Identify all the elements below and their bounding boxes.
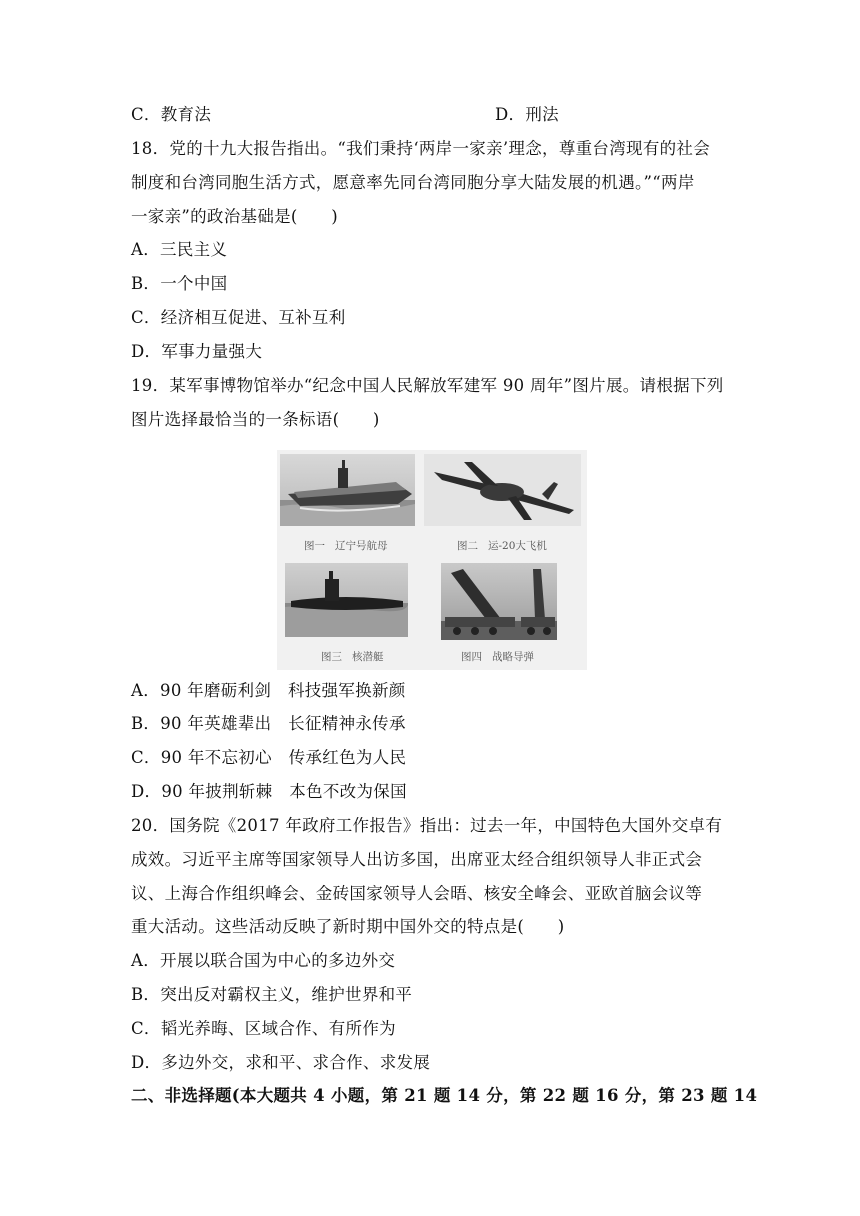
figure-4-caption: 图四 战略导弹 <box>461 651 534 663</box>
question-19-line-1: 19．某军事博物馆举办“纪念中国人民解放军建军 90 周年”图片展。请根据下列 <box>131 376 724 395</box>
aircraft-carrier-photo <box>280 454 415 526</box>
q18-option-c: C．经济相互促进、互补互利 <box>131 308 346 327</box>
q19-option-b: B．90 年英雄辈出 长征精神永传承 <box>131 714 406 733</box>
question-18-line-2: 制度和台湾同胞生活方式，愿意率先同台湾同胞分享大陆发展的机遇。”“两岸 <box>131 173 695 192</box>
transport-plane-photo <box>424 454 581 526</box>
nuclear-submarine-photo <box>285 563 408 637</box>
q19-option-a: A．90 年磨砺利剑 科技强军换新颜 <box>131 681 406 700</box>
q19-option-c: C．90 年不忘初心 传承红色为人民 <box>131 748 407 767</box>
strategic-missile-photo <box>441 563 557 640</box>
q19-option-d: D．90 年披荆斩棘 本色不改为保国 <box>131 782 407 801</box>
question-18-line-3: 一家亲”的政治基础是( ) <box>131 207 339 226</box>
figure-1-caption: 图一 辽宁号航母 <box>304 540 388 552</box>
option-d-criminal-law: D．刑法 <box>495 105 559 124</box>
question-19-line-2: 图片选择最恰当的一条标语( ) <box>131 410 380 429</box>
question-20-line-4: 重大活动。这些活动反映了新时期中国外交的特点是( ) <box>131 917 565 936</box>
q20-option-c: C．韬光养晦、区域合作、有所作为 <box>131 1019 396 1038</box>
figure-2-caption: 图二 运-20大飞机 <box>457 540 547 552</box>
question-18-line-1: 18．党的十九大报告指出。“我们秉持‘两岸一家亲’理念，尊重台湾现有的社会 <box>131 139 711 158</box>
q20-option-d: D．多边外交，求和平、求合作、求发展 <box>131 1053 431 1072</box>
military-photo-figure <box>277 450 587 670</box>
option-c-education-law: C．教育法 <box>131 105 212 124</box>
q20-option-b: B．突出反对霸权主义，维护世界和平 <box>131 985 413 1004</box>
q18-option-d: D．军事力量强大 <box>131 342 263 361</box>
question-20-line-3: 议、上海合作组织峰会、金砖国家领导人会晤、核安全峰会、亚欧首脑会议等 <box>131 884 703 903</box>
q18-option-b: B．一个中国 <box>131 274 228 293</box>
question-20-line-2: 成效。习近平主席等国家领导人出访多国，出席亚太经合组织领导人非正式会 <box>131 850 703 869</box>
figure-3-caption: 图三 核潜艇 <box>321 651 384 663</box>
q20-option-a: A．开展以联合国为中心的多边外交 <box>131 951 396 970</box>
question-20-line-1: 20．国务院《2017 年政府工作报告》指出：过去一年，中国特色大国外交卓有 <box>131 816 723 835</box>
section-2-heading: 二、非选择题(本大题共 4 小题，第 21 题 14 分，第 22 题 16 分，第 23 题 14 <box>131 1086 758 1105</box>
q18-option-a: A．三民主义 <box>131 240 228 259</box>
